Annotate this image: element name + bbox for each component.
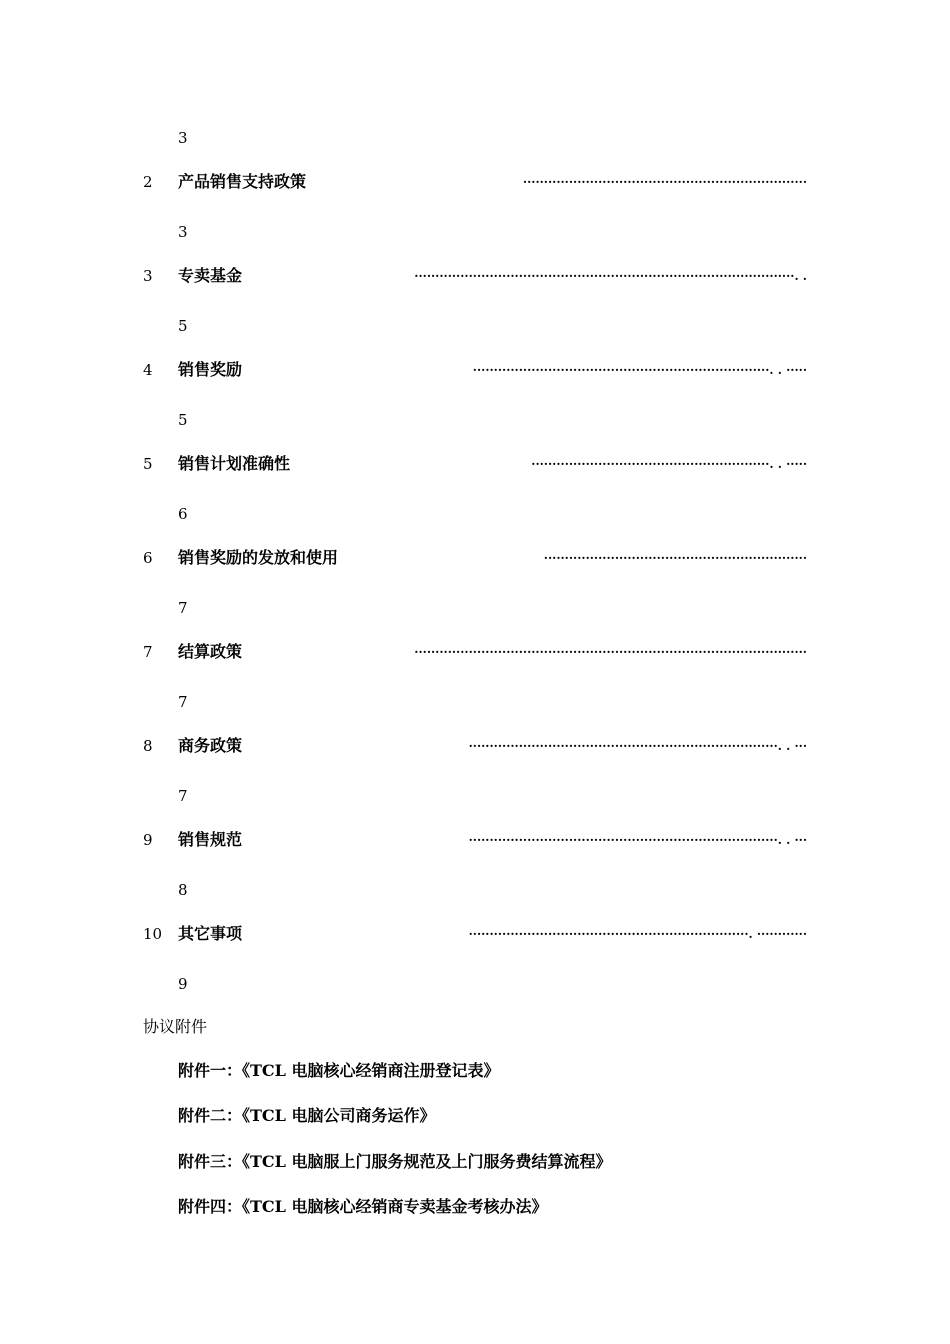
toc-entry-title: 销售奖励的发放和使用 <box>178 548 339 567</box>
toc-entry-page: 9 <box>178 975 188 993</box>
attachments-heading: 协议附件 <box>143 1017 208 1036</box>
toc-entry-number: 8 <box>143 737 153 755</box>
toc-entry <box>143 359 807 381</box>
toc-dot-leader: ···························································································. . <box>414 269 807 283</box>
toc-entry <box>143 735 807 757</box>
toc-entry-page: 7 <box>178 787 188 805</box>
toc-page-number-top: 3 <box>178 129 188 147</box>
toc-entry-number: 3 <box>143 267 153 285</box>
toc-entry <box>143 829 807 851</box>
toc-entry-title: 其它事项 <box>178 924 243 943</box>
toc-dot-leader: ······························································· <box>543 551 807 565</box>
toc-entry-page: 7 <box>178 693 188 711</box>
toc-entry-page: 5 <box>178 317 188 335</box>
toc-entry-title: 商务政策 <box>178 736 243 755</box>
toc-entry-page: 8 <box>178 881 188 899</box>
toc-entry-number: 9 <box>143 831 153 849</box>
toc-entry-number: 7 <box>143 643 153 661</box>
attachment-item: 附件四：《TCL 电脑核心经销商专卖基金考核办法》 <box>178 1197 548 1216</box>
toc-dot-leader: ···································································. ············ <box>468 927 807 941</box>
toc-dot-leader: ·······································································. . ····· <box>472 363 807 377</box>
toc-dot-leader: ······························································································ <box>414 645 807 659</box>
toc-entry-title: 销售奖励 <box>178 360 243 379</box>
toc-entry-page: 7 <box>178 599 188 617</box>
toc-dot-leader: ·························································. . ····· <box>531 457 807 471</box>
toc-entry-title: 销售规范 <box>178 830 243 849</box>
toc-dot-leader: ···································································· <box>522 175 807 189</box>
toc-entry-number: 5 <box>143 455 153 473</box>
attachment-item: 附件一：《TCL 电脑核心经销商注册登记表》 <box>178 1061 500 1080</box>
toc-entry-number: 2 <box>143 173 153 191</box>
toc-entry <box>143 547 807 569</box>
toc-entry <box>143 265 807 287</box>
toc-entry-title: 结算政策 <box>178 642 243 661</box>
toc-entry <box>143 453 807 475</box>
toc-dot-leader: ··········································································. . ··· <box>468 739 807 753</box>
toc-entry-title: 销售计划准确性 <box>178 454 291 473</box>
toc-entry-title: 产品销售支持政策 <box>178 172 307 191</box>
toc-entry-page: 6 <box>178 505 188 523</box>
toc-dot-leader: ··········································································. . ··· <box>468 833 807 847</box>
toc-entry <box>143 923 807 945</box>
toc-entry-number: 6 <box>143 549 153 567</box>
toc-entry-page: 5 <box>178 411 188 429</box>
toc-entry <box>143 171 807 193</box>
toc-entry-page: 3 <box>178 223 188 241</box>
attachment-item: 附件三：《TCL 电脑服上门服务规范及上门服务费结算流程》 <box>178 1152 612 1171</box>
attachment-item: 附件二：《TCL 电脑公司商务运作》 <box>178 1106 436 1125</box>
toc-entry <box>143 641 807 663</box>
toc-entry-number: 10 <box>143 925 163 943</box>
toc-entry-title: 专卖基金 <box>178 266 243 285</box>
toc-entry-number: 4 <box>143 361 153 379</box>
